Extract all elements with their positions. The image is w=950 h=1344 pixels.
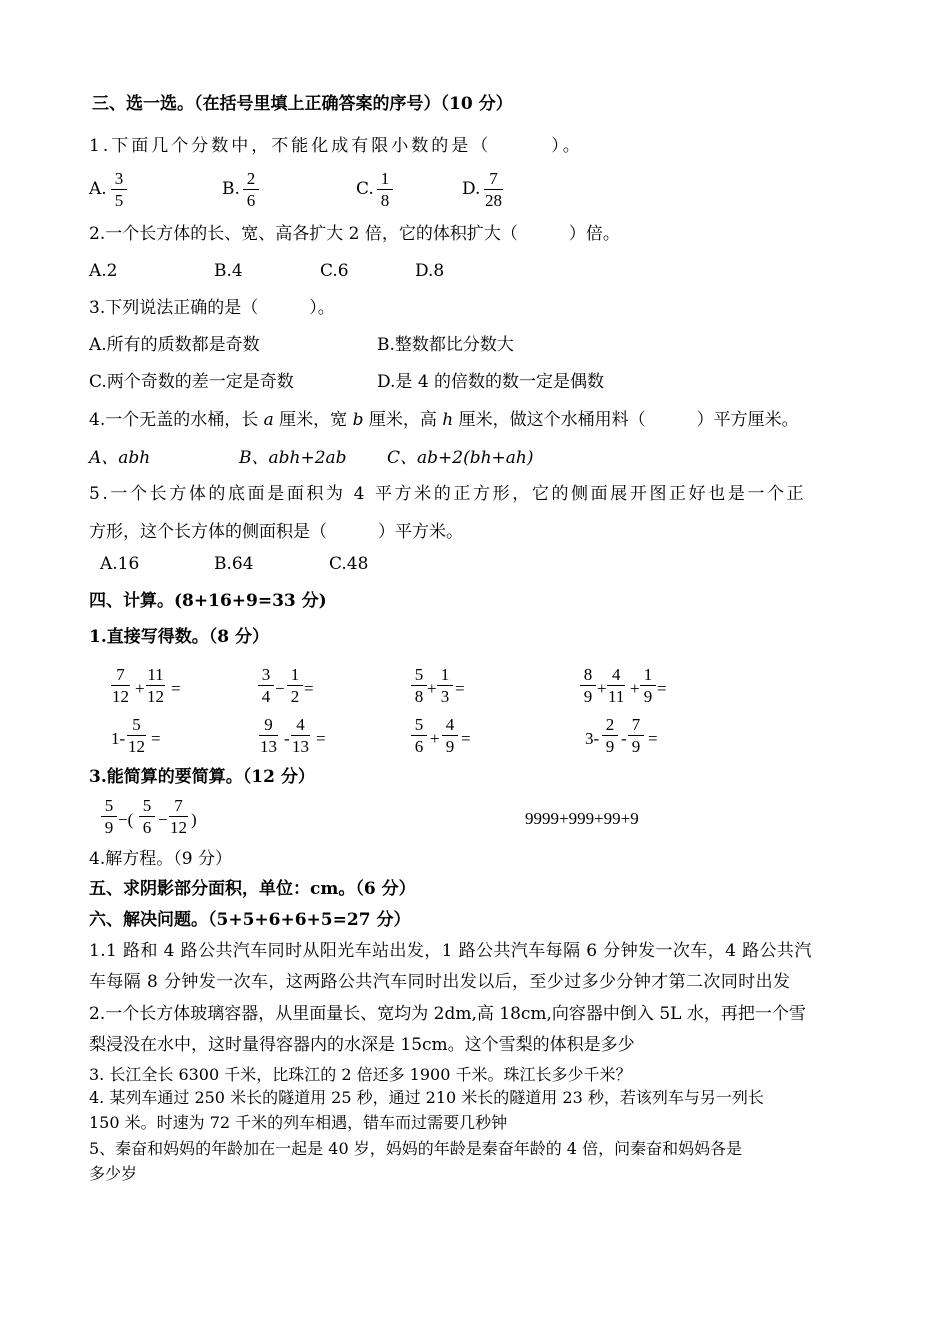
problem-2-line-2: 梨浸没在水中，这时量得容器内的水深是 15cm。这个雪梨的体积是多少 <box>89 1035 635 1055</box>
q4-text: 4.一个无盖的水桶，长 a 厘米，宽 b 厘米，高 h 厘米，做这个水桶用料（ ）平方厘米。 <box>89 410 799 430</box>
expr7-frac-b: 4 9 <box>442 716 458 755</box>
q3-opt-d: D.是 4 的倍数的数一定是偶数 <box>377 372 605 392</box>
q5-opt-c: C.48 <box>329 554 369 574</box>
expr8-prefix: 3- <box>585 729 600 748</box>
expr7-op: + <box>430 729 440 748</box>
simp-close-paren: ) <box>191 810 197 829</box>
expr1-frac-b: 11 12 <box>147 665 164 706</box>
expr2-frac-b: 1 2 <box>287 666 303 705</box>
expr3-frac-b: 1 3 <box>437 666 453 705</box>
q5-opt-a: A.16 <box>100 554 140 574</box>
expr2-op: − <box>275 679 285 698</box>
expr6-eq: = <box>316 729 326 748</box>
expr4-frac-b: 4 11 <box>608 665 625 706</box>
q5-opt-b: B.64 <box>214 554 254 574</box>
expr1-op: + <box>135 679 145 698</box>
calc-simplify-2: 9999+999+99+9 <box>525 809 639 828</box>
problem-5-line-1: 5、秦奋和妈妈的年龄加在一起是 40 岁，妈妈的年龄是秦奋年龄的 4 倍，问秦奋和妈妈各是 <box>89 1139 743 1158</box>
simp-op-2: − <box>158 810 168 829</box>
expr4-eq: = <box>657 679 667 698</box>
section-4-title: 四、计算。(8+16+9=33 分) <box>89 591 327 611</box>
problem-4-line-1: 4. 某列车通过 250 米长的隧道用 25 秒，通过 210 米长的隧道用 23 秒，若该列车与另一列长 <box>89 1088 764 1107</box>
q1-opt-c-fraction: 1 8 <box>377 170 393 209</box>
expr3-frac-a: 5 8 <box>411 666 427 705</box>
q3-opt-b: B.整数都比分数大 <box>377 335 514 355</box>
q1-opt-a-fraction: 3 5 <box>111 170 127 209</box>
section-5-title: 五、求阴影部分面积，单位：cm。（6 分） <box>89 879 416 899</box>
q1-opt-d-fraction: 7 28 <box>485 169 502 210</box>
expr7-eq: = <box>461 729 471 748</box>
expr8-frac-a: 2 9 <box>602 716 618 755</box>
calc-part-1-title: 1.直接写得数。（8 分） <box>89 627 269 647</box>
expr5-frac-a: 5 12 <box>128 715 145 756</box>
expr3-op: + <box>427 679 437 698</box>
q2-opt-d: D.8 <box>415 261 445 281</box>
problem-4-line-2: 150 米。时速为 72 千米的列车相遇，错车而过需要几秒钟 <box>89 1113 508 1132</box>
q4-opt-b: B、abh+2ab <box>239 448 347 468</box>
expr6-frac-b: 4 13 <box>292 715 309 756</box>
expr8-op: - <box>621 729 627 748</box>
expr4-op1: + <box>597 679 607 698</box>
expr2-eq: = <box>304 679 314 698</box>
q5-line-2: 方形，这个长方体的侧面积是（ ）平方米。 <box>89 522 463 542</box>
q2-opt-c: C.6 <box>320 261 349 281</box>
problem-3: 3. 长江全长 6300 千米，比珠江的 2 倍还多 1900 千米。珠江长多少千米？ <box>89 1065 632 1084</box>
q2-text: 2.一个长方体的长、宽、高各扩大 2 倍，它的体积扩大（ ）倍。 <box>89 224 620 244</box>
q3-opt-a: A.所有的质数都是奇数 <box>89 335 260 355</box>
q5-line-1: 5.一个长方体的底面是面积为 4 平方米的正方形，它的侧面展开图正好也是一个正 <box>89 484 807 504</box>
expr6-frac-a: 9 13 <box>260 715 277 756</box>
problem-2-line-1: 2.一个长方体玻璃容器，从里面量长、宽均为 2dm,高 18cm,向容器中倒入 5L 水，再把一个雪 <box>89 1004 806 1024</box>
q2-opt-b: B.4 <box>214 261 243 281</box>
q3-opt-c: C.两个奇数的差一定是奇数 <box>89 372 294 392</box>
q1-opt-c-label: C. <box>356 179 374 199</box>
expr5-prefix: 1- <box>111 729 126 748</box>
q3-text: 3.下列说法正确的是（ ）。 <box>89 298 335 318</box>
expr3-eq: = <box>455 679 465 698</box>
section-6-title: 六、解决问题。（5+5+6+6+5=27 分） <box>89 910 411 930</box>
expr6-op: - <box>284 729 290 748</box>
expr8-frac-b: 7 9 <box>628 716 644 755</box>
expr2-frac-a: 3 4 <box>258 666 274 705</box>
expr4-op2: + <box>630 679 640 698</box>
expr4-frac-a: 8 9 <box>580 666 596 705</box>
problem-1-line-2: 车每隔 8 分钟发一次车，这两路公共汽车同时出发以后，至少过多少分钟才第二次同时出发 <box>89 972 791 992</box>
simp-op-1: −( <box>118 810 134 829</box>
q1-opt-b-fraction: 2 6 <box>243 170 259 209</box>
expr1-eq: = <box>171 679 181 698</box>
calc-part-4-title: 4.解方程。（9 分） <box>89 849 232 869</box>
q1-opt-a-label: A. <box>89 179 107 199</box>
q1-opt-b-label: B. <box>222 179 240 199</box>
section-3-title: 三、选一选。（在括号里填上正确答案的序号）（10 分） <box>92 94 513 114</box>
expr1-frac-a: 7 12 <box>112 665 129 706</box>
expr8-eq: = <box>648 729 658 748</box>
calc-part-3-title: 3.能简算的要简算。（12 分） <box>89 767 315 787</box>
problem-1-line-1: 1.1 路和 4 路公共汽车同时从阳光车站出发，1 路公共汽车每隔 6 分钟发一次车，4 路公共汽 <box>89 941 812 961</box>
expr4-frac-c: 1 9 <box>640 666 656 705</box>
expr7-frac-a: 5 6 <box>411 716 427 755</box>
expr5-eq: = <box>151 729 161 748</box>
q1-text: 1.下面几个分数中，不能化成有限小数的是（ ）。 <box>89 136 583 156</box>
q2-opt-a: A.2 <box>89 261 118 281</box>
simp-frac-c: 7 12 <box>170 796 187 837</box>
problem-5-line-2: 多少岁 <box>89 1164 138 1183</box>
simp-frac-b: 5 6 <box>139 797 155 836</box>
q1-opt-d-label: D. <box>462 179 481 199</box>
simp-frac-a: 5 9 <box>101 797 117 836</box>
q4-opt-c: C、ab+2(bh+ah) <box>387 448 534 468</box>
q4-opt-a: A、abh <box>89 448 151 468</box>
